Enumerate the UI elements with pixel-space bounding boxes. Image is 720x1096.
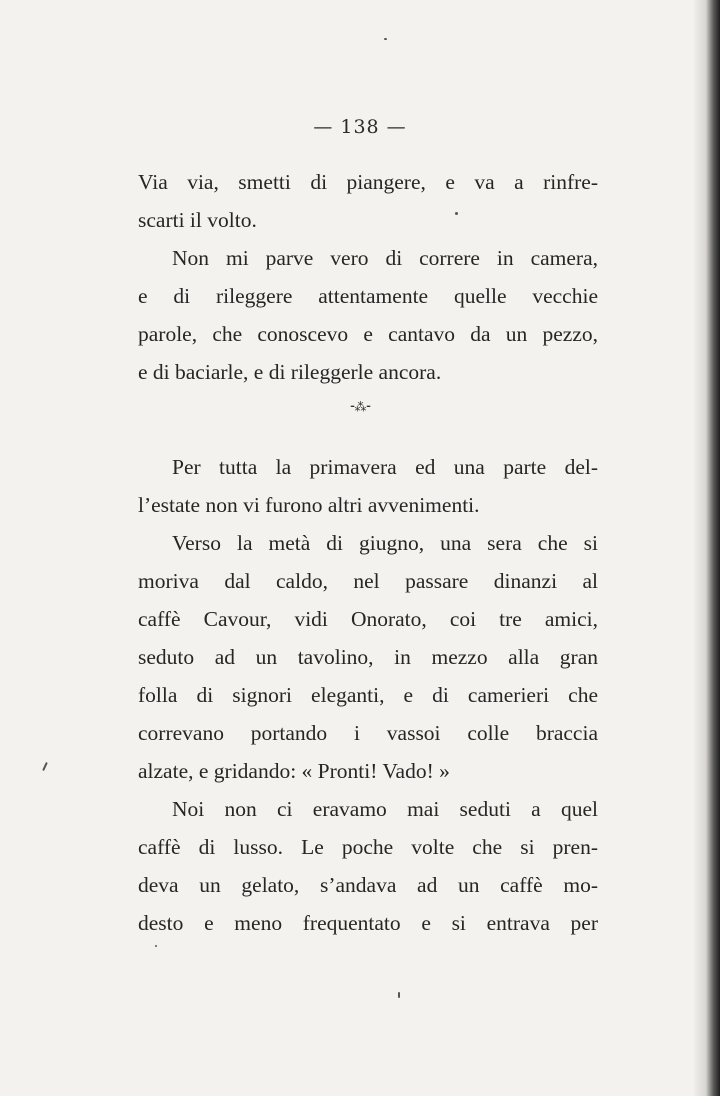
paper-speck xyxy=(398,992,400,998)
text-line: folla di signori eleganti, e di camerieri che xyxy=(138,683,598,707)
text-line: Noi non ci eravamo mai seduti a quel xyxy=(172,797,598,821)
paper-speck xyxy=(384,38,387,40)
page-binding-edge xyxy=(694,0,720,1096)
text-line: Non mi parve vero di correre in camera, xyxy=(172,246,598,270)
text-line: desto e meno frequentato e si entrava per xyxy=(138,911,598,935)
paper-speck xyxy=(42,762,48,771)
text-line: moriva dal caldo, nel passare dinanzi al xyxy=(138,569,598,593)
text-line: e di baciarle, e di rileggerle ancora. xyxy=(138,360,442,384)
text-section-2 xyxy=(138,448,598,942)
text-line: caffè di lusso. Le poche volte che si pren- xyxy=(138,835,598,859)
paper-speck xyxy=(155,945,157,947)
text-line: Verso la metà di giugno, una sera che si xyxy=(172,531,598,555)
text-line: Via via, smetti di piangere, e va a rinfre- xyxy=(138,170,598,194)
text-line: alzate, e gridando: « Pronti! Vado! » xyxy=(138,759,450,783)
text-line: caffè Cavour, vidi Onorato, coi tre amici, xyxy=(138,607,598,631)
text-line: deva un gelato, s’andava ad un caffè mo- xyxy=(138,873,598,897)
text-line: e di rileggere attentamente quelle vecchie xyxy=(138,284,598,308)
section-divider-ornament: ⁃⁂⁃ xyxy=(349,400,371,414)
text-line: l’estate non vi furono altri avvenimenti. xyxy=(138,493,480,517)
text-line: parole, che conoscevo e cantavo da un pezzo, xyxy=(138,322,598,346)
text-section-1 xyxy=(138,163,598,391)
text-line: Per tutta la primavera ed una parte del- xyxy=(172,455,598,479)
page-number: — 138 — xyxy=(313,116,407,138)
text-line: seduto ad un tavolino, in mezzo alla gran xyxy=(138,645,598,669)
paper-speck xyxy=(455,212,458,215)
text-line: correvano portando i vassoi colle braccia xyxy=(138,721,598,745)
text-line: scarti il volto. xyxy=(138,208,257,232)
